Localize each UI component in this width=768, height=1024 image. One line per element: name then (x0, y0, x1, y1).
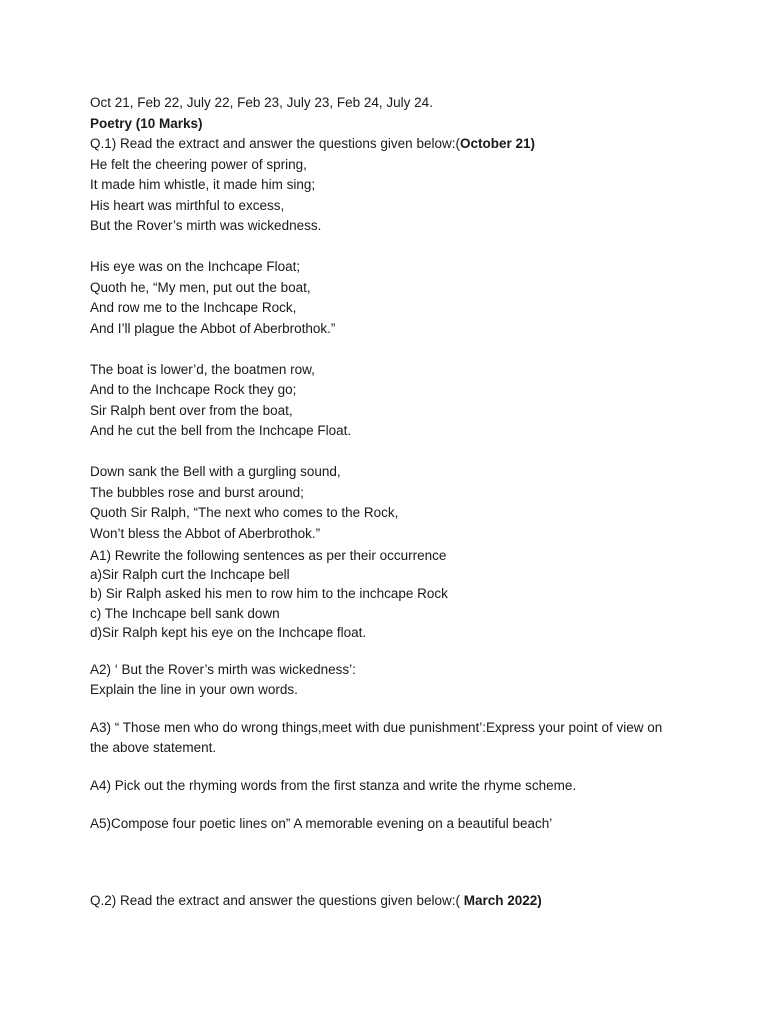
activity-a1-item: b) Sir Ralph asked his men to row him to the inchcape Rock (90, 586, 448, 602)
activity-a3-text: A3) “ Those men who do wrong things,meet with due punishment’:Express your point of view on the above statement. (90, 720, 663, 756)
poem-line: His heart was mirthful to excess, (90, 197, 285, 213)
question-2-prompt (90, 891, 690, 912)
poem-stanza-2 (90, 257, 690, 339)
poem-line: Won’t bless the Abbot of Aberbrothok.” (90, 525, 321, 541)
poem-line: It made him whistle, it made him sing; (90, 177, 316, 192)
poem-line: And row me to the Inchcape Rock, (90, 300, 297, 315)
poem-line: Quoth Sir Ralph, “The next who comes to the Rock, (90, 505, 399, 520)
poem-line: The boat is lower’d, the boatmen row, (90, 361, 315, 377)
question-1-prompt-text: Q.1) Read the extract and answer the questions given below:( (90, 136, 460, 151)
poem-stanza-4 (90, 462, 690, 544)
activity-a2-line: A2) ‘ But the Rover’s mirth was wickedness’: (90, 662, 356, 678)
activity-a1-item: d)Sir Ralph kept his eye on the Inchcape float. (90, 624, 367, 640)
question-1-prompt (90, 134, 690, 155)
question-2-prompt-text: Q.2) Read the extract and answer the questions given below:( (90, 893, 464, 909)
poem-line: And to the Inchcape Rock they go; (90, 382, 297, 397)
poem-line: His eye was on the Inchcape Float; (90, 259, 301, 274)
activity-a2-instruction: Explain the line in your own words. (90, 682, 298, 698)
poem-stanza-3 (90, 360, 690, 442)
poem-line: Quoth he, “My men, put out the boat, (90, 279, 311, 295)
activity-a5-text: A5)Compose four poetic lines on” A memorable evening on a beautiful beach’ (90, 816, 553, 832)
poem-line: The bubbles rose and burst around; (90, 484, 304, 500)
spacer (90, 834, 690, 891)
activity-a1-title: A1) Rewrite the following sentences as per their occurrence (90, 548, 447, 563)
poem-line: Sir Ralph bent over from the boat, (90, 402, 293, 418)
poem-line: But the Rover’s mirth was wickedness. (90, 218, 322, 233)
activity-a1-item: c) The Inchcape bell sank down (90, 605, 280, 621)
section-title: Poetry (10 Marks) (90, 115, 203, 131)
activity-a4 (90, 776, 690, 796)
poem-line: And he cut the bell from the Inchcape Float. (90, 423, 352, 438)
question-2-session: March 2022) (463, 893, 542, 909)
activity-a2 (90, 660, 690, 700)
poem-line: And I’ll plague the Abbot of Aberbrothok.” (90, 320, 336, 336)
poem-line: He felt the cheering power of spring, (90, 156, 307, 172)
poem-stanza-1 (90, 155, 690, 237)
activity-a5 (90, 814, 690, 834)
activity-a4-text: A4) Pick out the rhyming words from the first stanza and write the rhyme scheme. (90, 778, 577, 794)
activity-a3 (90, 718, 690, 758)
exam-dates-line: Oct 21, Feb 22, July 22, Feb 23, July 23, Feb 24, July 24. (90, 95, 433, 110)
activity-a1-item: a)Sir Ralph curt the Inchcape bell (90, 567, 290, 583)
activity-a1 (90, 546, 690, 642)
poem-line: Down sank the Bell with a gurgling sound, (90, 464, 341, 479)
question-1-session: October 21) (459, 136, 535, 151)
document-page (90, 93, 690, 912)
